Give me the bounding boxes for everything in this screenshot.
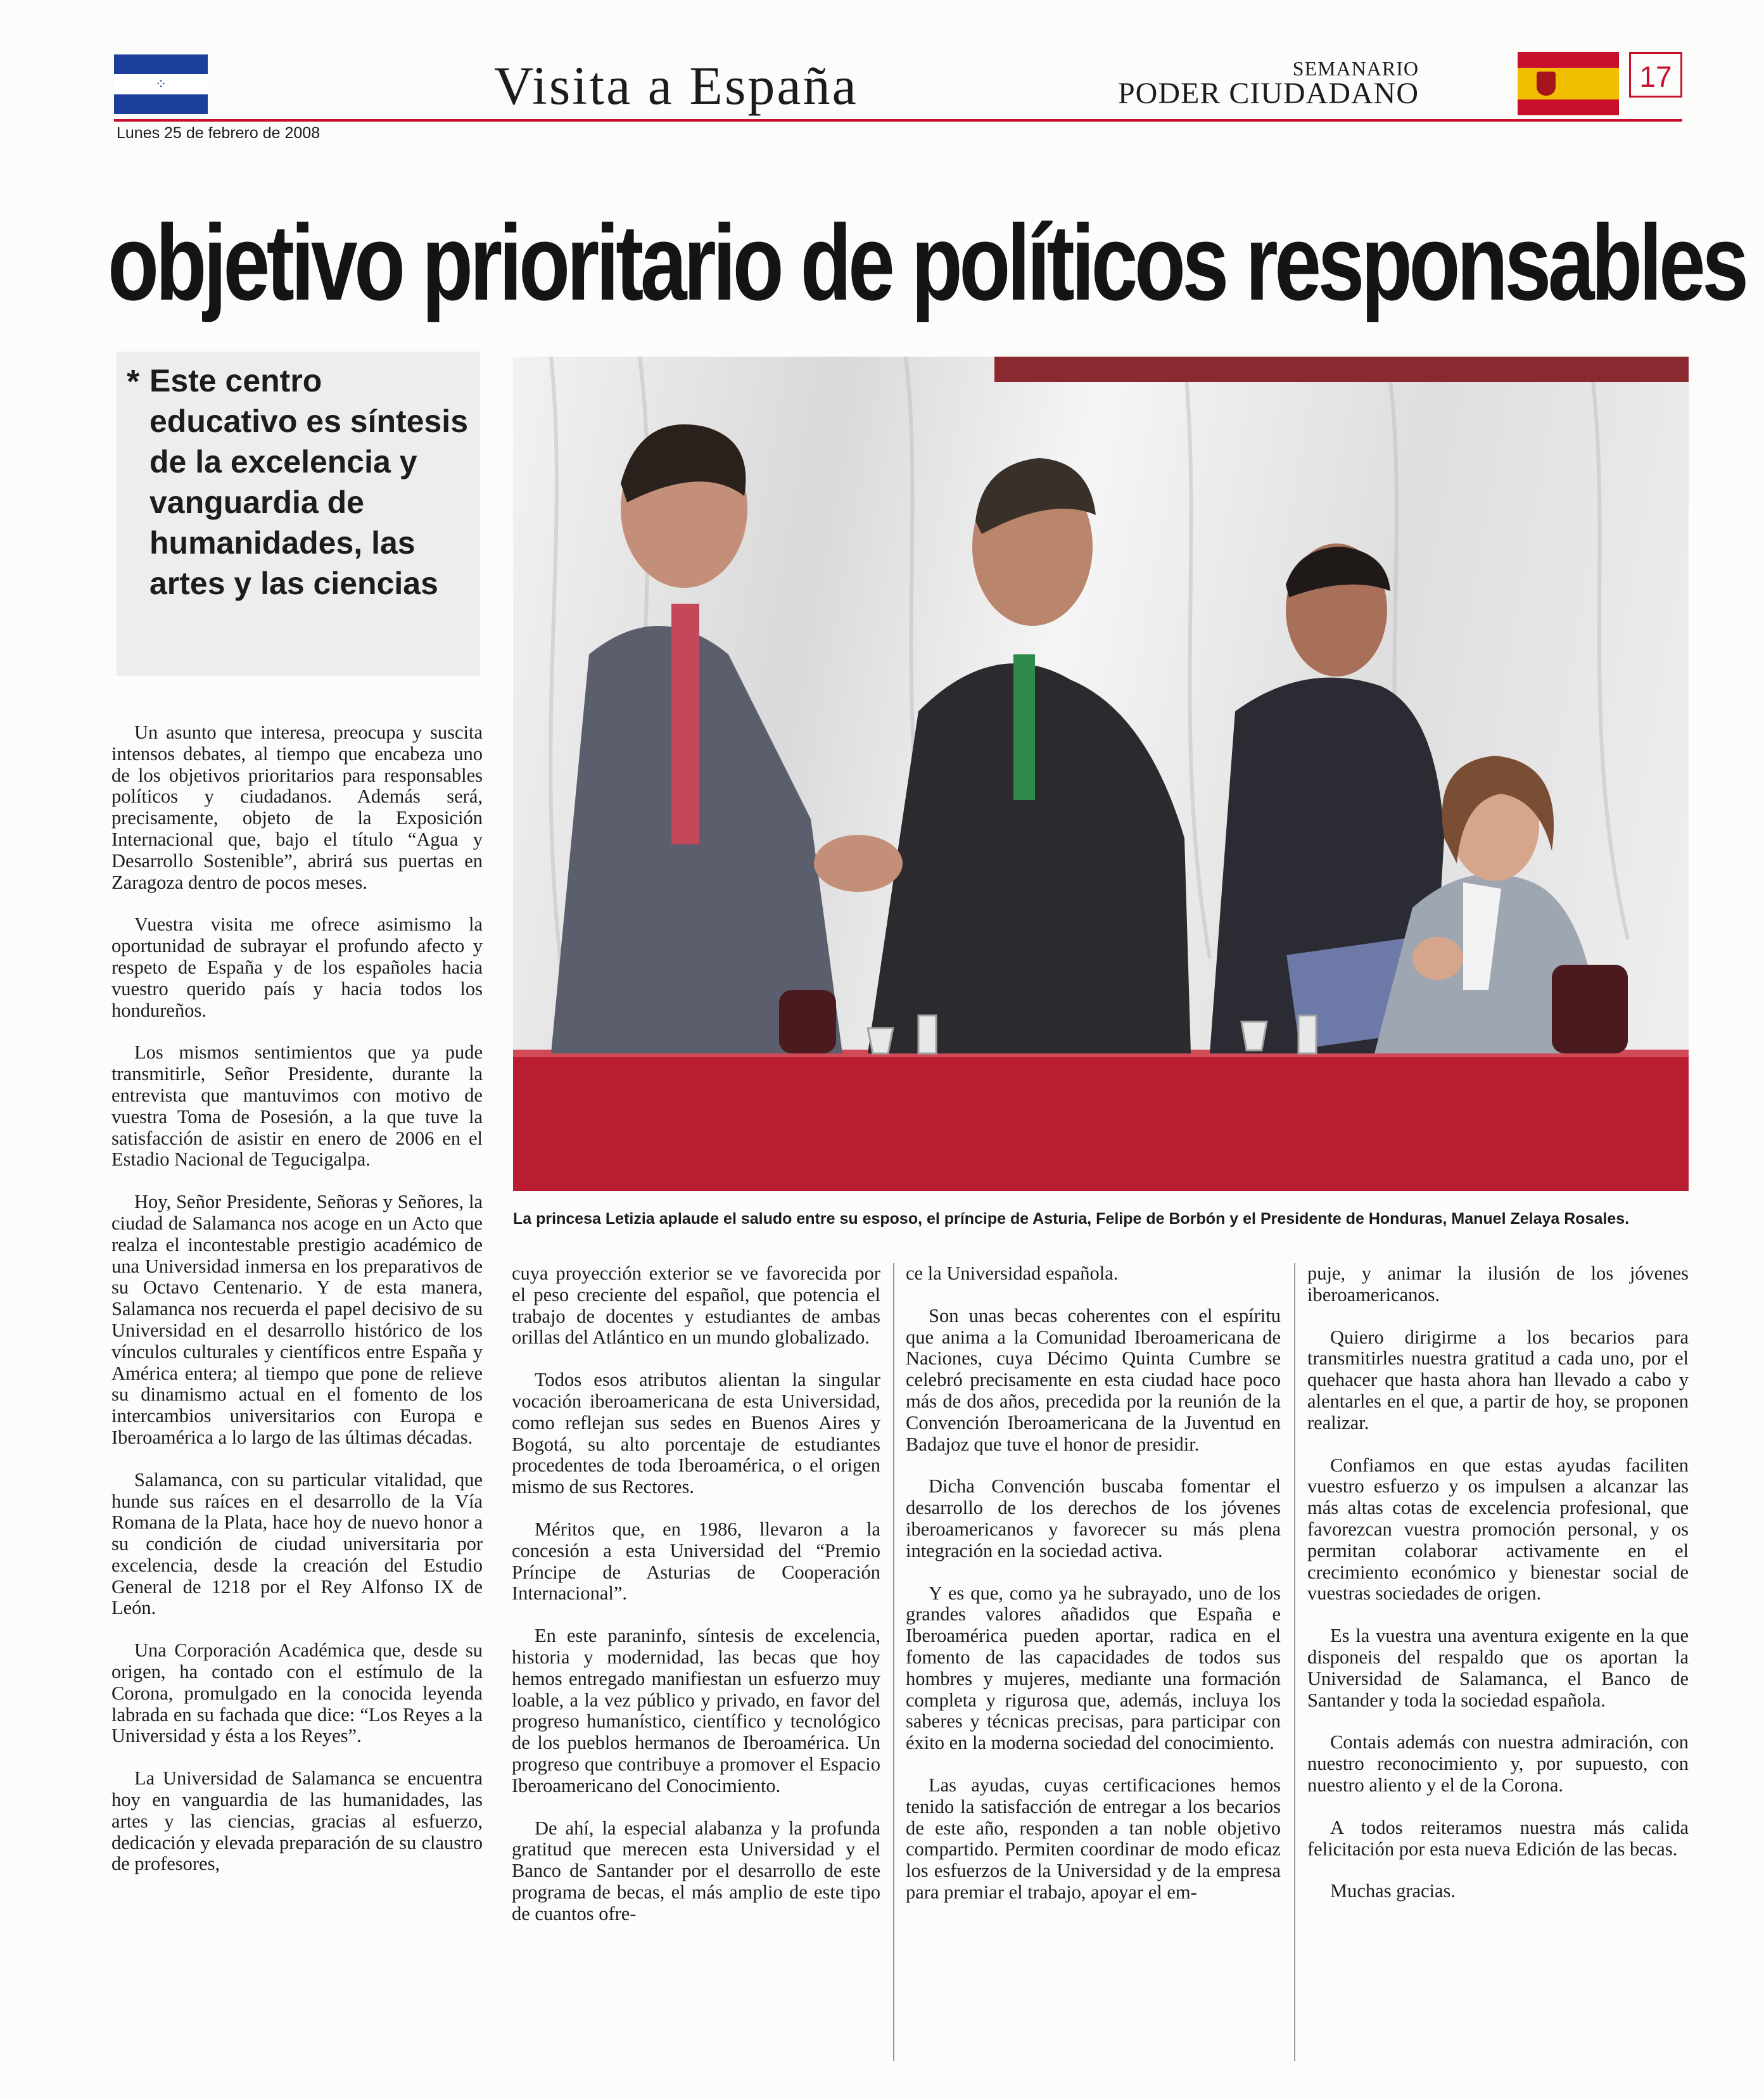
column-divider: [1294, 1263, 1295, 2061]
article-column-1: [111, 722, 483, 1896]
header-rule: [114, 119, 1682, 122]
paragraph: Dicha Convención buscaba fomentar el desarrollo de los derechos de los jóvenes iberoamericanos y favorecer su más plena integración en la sociedad activa.: [906, 1475, 1281, 1561]
paragraph: Las ayudas, cuyas certificaciones hemos tenido la satisfacción de entregar a los becarios de este año, responden a tan noble objetivo compartido. Permiten coordinar de modo eficaz los esfuerzos de la Universidad y de la empresa para premiar el trabajo, apoyar el em-: [906, 1774, 1281, 1903]
column-divider: [893, 1263, 894, 2061]
paragraph: Todos esos atributos alientan la singular vocación iberoamericana de esta Universidad, como reflejan sus sedes en Buenos Aires y Bogotá, su alto porcentaje de estudiantes procedentes de toda Iberoamérica, o el origen mismo de sus Rectores.: [512, 1369, 880, 1498]
paragraph: Hoy, Señor Presidente, Señoras y Señores, la ciudad de Salamanca nos acoge en un Acto que realza el incontestable prestigio académico de una Universidad inmersa en los preparativos de su Octavo Centenario. Y de esta manera, Salamanca nos recuerda el papel decisivo de su Universidad en el desarrollo histórico de los vínculos culturales y científicos entre España y América entera; al tiempo que pone de relieve su dinamismo actual en el fomento de los intercambios universitarios con Europa e Iberoamérica a lo largo de las últimas décadas.: [111, 1191, 483, 1448]
paragraph: Quiero dirigirme a los becarios para transmitirles nuestra gratitud a cada uno, por el quehacer que hasta ahora han llevado a cabo y alentarles en el que, a partir de hoy, se proponen realizar.: [1307, 1326, 1689, 1434]
paragraph: Son unas becas coherentes con el espíritu que anima a la Comunidad Iberoamericana de Naciones, cuya Décimo Quinta Cumbre se celebró precisamente en esta ciudad hace poco más de dos años, precedida por la reunión de la Convención Iberoamericana de la Juventud en Badajoz que tuve el honor de presidir.: [906, 1304, 1281, 1455]
paragraph: Salamanca, con su particular vitalidad, que hunde sus raíces en el desarrollo de la Vía Romana de la Plata, hace hoy de nuevo honor a su condición de ciudad universitaria por excelencia, desde la creación del Estudio General de 1218 por el Rey Alfonso IX de León.: [111, 1468, 483, 1619]
paragraph: ce la Universidad española.: [906, 1262, 1119, 1284]
newspaper-name-line2: PODER CIUDADANO: [1117, 77, 1419, 110]
newspaper-name: [1077, 58, 1419, 109]
paragraph: Y es que, como ya he subrayado, uno de los grandes valores añadidos que España e Iberoamérica pueden aportar, radica en el fomento de las capacidades de todos sus hombres y mujeres, mediante una formación completa y rigurosa que, además, incluya los saberes y técnicas precisas, para participar con éxito en la moderna sociedad del conocimiento.: [906, 1582, 1281, 1754]
issue-date: Lunes 25 de febrero de 2008: [117, 124, 320, 142]
highlight-box: [117, 352, 480, 676]
paragraph: Un asunto que interesa, preocupa y suscita intensos debates, al tiempo que encabeza uno de los objetivos prioritarios para responsables políticos y ciudadanos. Además será, precisamente, objeto de la Exposición Internacional que, bajo el título “Agua y Desarrollo Sostenible”, abrirá sus puertas en Zaragoza dentro de pocos meses.: [111, 722, 483, 893]
paragraph: Muchas gracias.: [1330, 1880, 1456, 1902]
spain-flag-icon: [1518, 52, 1619, 115]
article-column-3: [906, 1263, 1281, 1924]
paragraph: Confiamos en que estas ayudas faciliten vuestro esfuerzo y os impulsen a alcanzar las más altas cotas de excelencia profesional, que favorezcan vuestra promoción personal, y os permitan colaborar activamente en el crecimiento económico y bienestar social de vuestras sociedades de origen.: [1307, 1454, 1689, 1605]
bullet-star: *: [127, 364, 140, 400]
paragraph: La Universidad de Salamanca se encuentra hoy en vanguardia de las humanidades, las artes y las ciencias, gracias al esfuerzo, dedicación y elevada preparación de su claustro de profesores,: [111, 1767, 483, 1875]
news-photo: [513, 357, 1689, 1191]
photo-illustration: [513, 357, 1689, 1191]
paragraph: Contais además con nuestra admiración, con nuestro reconocimiento y, por supuesto, con nuestro aliento y el de la Corona.: [1307, 1731, 1689, 1796]
section-title: Visita a España: [494, 55, 858, 116]
paragraph: puje, y animar la ilusión de los jóvenes iberoamericanos.: [1307, 1262, 1689, 1306]
article-column-4: [1307, 1263, 1689, 1923]
photo-caption: La princesa Letizia aplaude el saludo entre su esposo, el príncipe de Asturia, Felipe de Borbón y el Presidente de Honduras, Manuel Zelaya Rosales.: [513, 1210, 1630, 1228]
paragraph: cuya proyección exterior se ve favorecida por el peso creciente del español, que potencia el trabajo de docentes y estudiantes de ambas orillas del Atlántico en un mundo globalizado.: [512, 1262, 880, 1349]
paragraph: De ahí, la especial alabanza y la profunda gratitud que merecen esta Universidad y el Banco de Santander por el desarrollo de este programa de becas, el más amplio de este tipo de cuantos ofre-: [512, 1817, 880, 1924]
paragraph: Méritos que, en 1986, llevaron a la concesión a esta Universidad del “Premio Príncipe de Asturias de Cooperación Internacional”.: [512, 1518, 880, 1605]
article-column-2: [512, 1263, 880, 1946]
newspaper-name-line1: SEMANARIO: [1292, 57, 1419, 80]
paragraph: Los mismos sentimientos que ya pude transmitirle, Señor Presidente, durante la entrevista que mantuvimos con motivo de vuestra Toma de Posesión, a la que tuve la satisfacción de asistir en enero de 2006 en el Estadio Nacional de Tegucigalpa.: [111, 1041, 483, 1171]
paragraph: A todos reiteramos nuestra más calida felicitación por esta nueva Edición de las becas.: [1307, 1816, 1689, 1860]
paragraph: En este paraninfo, síntesis de excelencia, historia y modernidad, las becas que hoy hemos entregado manifiestan un esfuerzo muy loable, a la vez público y privado, en favor del progreso humanístico, científico y tecnológico de los pueblos hermanos de Iberoamérica. Un progreso que contribuye a promover el Espacio Iberoamericano del Conocimiento.: [512, 1625, 880, 1796]
paragraph: Una Corporación Académica que, desde su origen, ha contado con el estímulo de la Corona, promulgado en la conocida leyenda labrada en su fachada que dice: “Los Reyes a la Universidad y ésta a los Reyes”.: [111, 1639, 483, 1747]
paragraph: Es la vuestra una aventura exigente en la que disponeis del respaldo que os aportan la Universidad de Salamanca, el Banco de Santander y toda la sociedad española.: [1307, 1625, 1689, 1711]
paragraph: Vuestra visita me ofrece asimismo la oportunidad de subrayar el profundo afecto y respeto de España y de los españoles hacia vuestro querido país y hacia todos los hondureños.: [111, 913, 483, 1021]
headline: objetivo prioritario de políticos responsables: [108, 203, 1746, 323]
page-number: 17: [1629, 52, 1682, 98]
honduras-flag-icon: ⁘: [114, 54, 208, 114]
highlight-text: Este centro educativo es síntesis de la excelencia y vanguardia de humanidades, las artes y las ciencias: [149, 363, 469, 601]
